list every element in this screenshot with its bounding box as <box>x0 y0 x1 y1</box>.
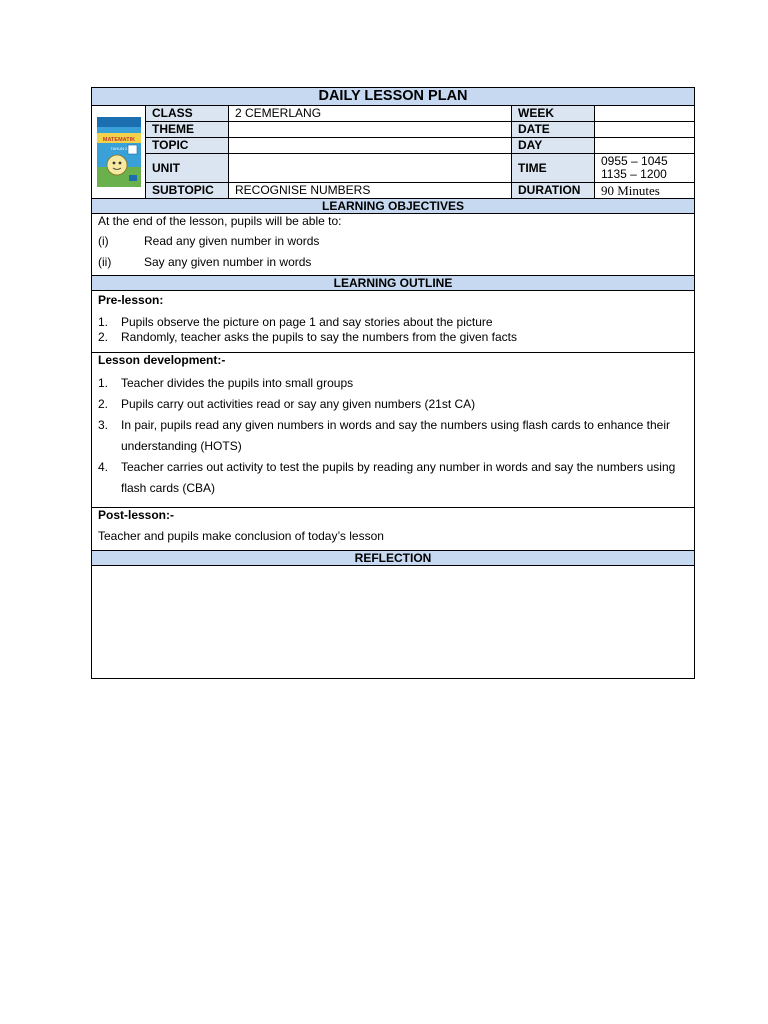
time-slot-1: 0955 – 1045 <box>601 154 668 168</box>
page-title: DAILY LESSON PLAN <box>92 88 694 106</box>
post-lesson-text: Teacher and pupils make conclusion of today’s lesson <box>98 529 384 543</box>
post-lesson-heading: Post-lesson:- <box>98 508 175 522</box>
lesson-development-section <box>92 353 694 508</box>
subtopic-label: SUBTOPIC <box>146 183 229 198</box>
lesson-development-heading: Lesson development:- <box>98 353 226 367</box>
week-label: WEEK <box>512 106 595 121</box>
list-item <box>98 457 688 499</box>
list-num: 3. <box>98 418 109 432</box>
outline-heading: LEARNING OUTLINE <box>92 276 694 291</box>
objectives-section <box>92 214 694 276</box>
list-text: Randomly, teacher asks the pupils to say the numbers from the given facts <box>121 330 517 344</box>
cover-title: MATEMATIK <box>102 137 135 143</box>
objective-item <box>98 255 688 269</box>
list-text: Pupils carry out activities read or say any given numbers (21st CA) <box>121 397 476 411</box>
objective-item <box>98 234 688 248</box>
time-slot-2: 1135 – 1200 <box>601 167 667 181</box>
textbook-cover <box>92 106 146 198</box>
info-row-subtopic <box>146 183 694 198</box>
reflection-box <box>92 566 694 678</box>
list-text: In pair, pupils read any given numbers in words and say the numbers using flash cards to enhance their understanding (HOTS) <box>121 418 670 453</box>
textbook-cover-icon <box>97 117 141 187</box>
list-num: 4. <box>98 460 109 474</box>
list-item <box>98 415 688 457</box>
cover-subtitle: TAHUN 2 <box>110 146 127 151</box>
list-item <box>98 373 688 394</box>
pre-lesson-heading: Pre-lesson: <box>98 293 164 307</box>
list-text: Teacher divides the pupils into small groups <box>121 376 354 390</box>
pre-lesson-section <box>92 291 694 353</box>
objective-num: (i) <box>98 234 109 248</box>
class-label: CLASS <box>146 106 229 121</box>
objectives-intro: At the end of the lesson, pupils will be able to: <box>98 214 342 228</box>
date-value <box>595 122 694 137</box>
lesson-info <box>92 106 694 199</box>
list-text: Pupils observe the picture on page 1 and say stories about the picture <box>121 315 493 329</box>
list-item <box>98 315 688 330</box>
theme-value <box>229 122 512 137</box>
list-num: 2. <box>98 330 109 344</box>
unit-label: UNIT <box>146 154 229 182</box>
info-row-unit <box>146 154 694 183</box>
info-grid <box>146 106 694 198</box>
week-value <box>595 106 694 121</box>
post-lesson-section <box>92 508 694 551</box>
objective-text: Say any given number in words <box>144 255 312 269</box>
duration-value: 90 Minutes <box>601 183 660 198</box>
objectives-heading: LEARNING OBJECTIVES <box>92 199 694 214</box>
list-num: 1. <box>98 315 109 329</box>
info-row-theme <box>146 122 694 138</box>
list-item <box>98 394 688 415</box>
day-label: DAY <box>512 138 595 153</box>
time-label: TIME <box>512 154 595 182</box>
list-num: 1. <box>98 376 109 390</box>
topic-label: TOPIC <box>146 138 229 153</box>
list-item <box>98 330 688 345</box>
theme-label: THEME <box>146 122 229 137</box>
list-text: Teacher carries out activity to test the pupils by reading any number in words and say the numbers using flash cards (CBA) <box>121 460 676 495</box>
lesson-plan-table <box>91 87 695 679</box>
duration-label: DURATION <box>512 183 595 198</box>
class-value: 2 CEMERLANG <box>229 106 512 121</box>
day-value <box>595 138 694 153</box>
unit-value <box>229 154 512 182</box>
objective-num: (ii) <box>98 255 112 269</box>
info-row-class <box>146 106 694 122</box>
info-row-topic <box>146 138 694 154</box>
time-value <box>595 154 694 182</box>
date-label: DATE <box>512 122 595 137</box>
list-num: 2. <box>98 397 109 411</box>
subtopic-value: RECOGNISE NUMBERS <box>229 183 512 198</box>
objective-text: Read any given number in words <box>144 234 320 248</box>
topic-value <box>229 138 512 153</box>
reflection-heading: REFLECTION <box>92 551 694 566</box>
